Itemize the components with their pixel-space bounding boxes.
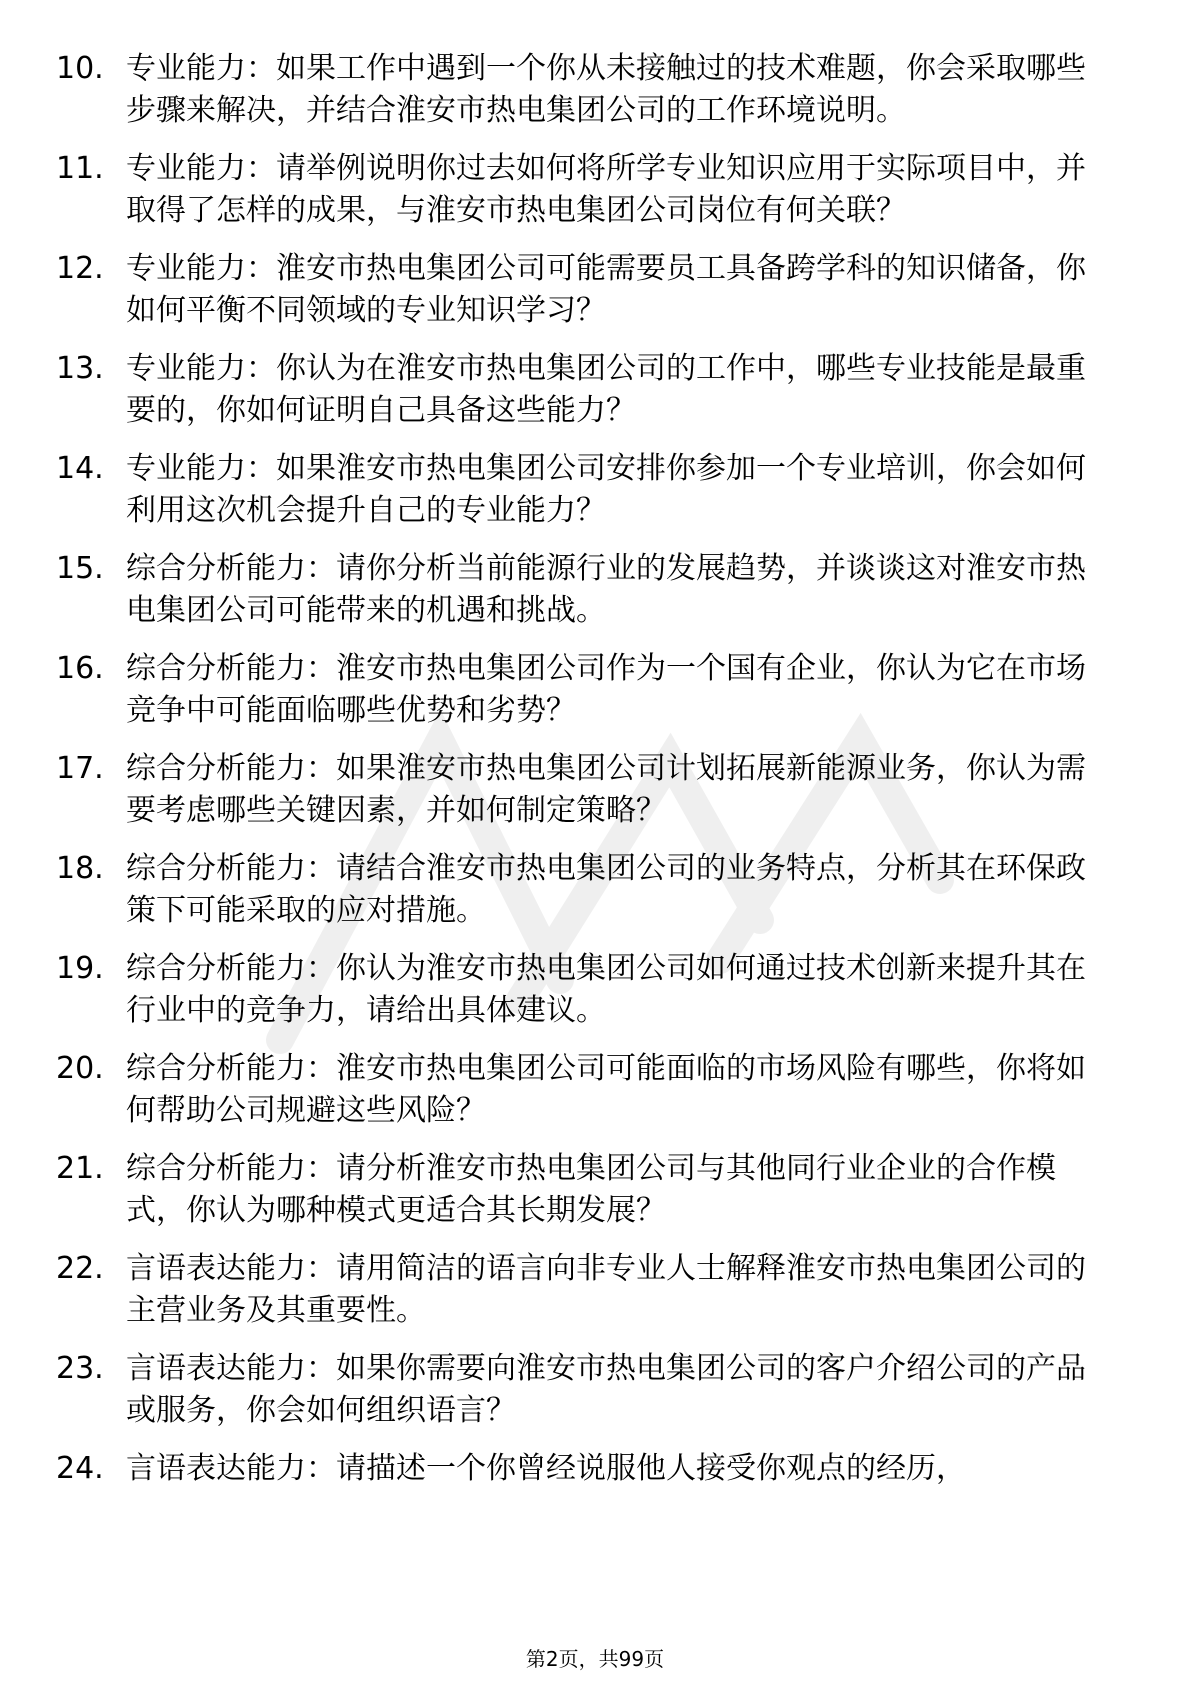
question-number: 12. xyxy=(56,251,104,286)
page-footer xyxy=(0,1646,1190,1672)
question-text: 专业能力：请举例说明你过去如何将所学专业知识应用于实际项目中，并取得了怎样的成果，与淮安市热电集团公司岗位有何关联？ xyxy=(126,151,1086,228)
question-text: 综合分析能力：请分析淮安市热电集团公司与其他同行业企业的合作模式，你认为哪种模式更适合其长期发展？ xyxy=(126,1151,1056,1228)
question-number: 21. xyxy=(56,1151,104,1186)
question-text: 综合分析能力：淮安市热电集团公司可能面临的市场风险有哪些，你将如何帮助公司规避这些风险？ xyxy=(126,1051,1086,1128)
list-item xyxy=(56,1348,1106,1432)
list-item xyxy=(56,348,1106,432)
question-number: 10. xyxy=(56,51,104,86)
question-text: 综合分析能力：你认为淮安市热电集团公司如何通过技术创新来提升其在行业中的竞争力，请给出具体建议。 xyxy=(126,951,1086,1028)
question-text: 综合分析能力：请你分析当前能源行业的发展趋势，并谈谈这对淮安市热电集团公司可能带来的机遇和挑战。 xyxy=(126,551,1086,628)
list-item xyxy=(56,948,1106,1032)
list-item xyxy=(56,448,1106,532)
question-number: 22. xyxy=(56,1251,104,1286)
question-text: 言语表达能力：请描述一个你曾经说服他人接受你观点的经历， xyxy=(126,1451,966,1486)
list-item xyxy=(56,1448,1106,1490)
question-text: 综合分析能力：淮安市热电集团公司作为一个国有企业，你认为它在市场竞争中可能面临哪些优势和劣势？ xyxy=(126,651,1086,728)
list-item xyxy=(56,48,1106,132)
question-text: 言语表达能力：如果你需要向淮安市热电集团公司的客户介绍公司的产品或服务，你会如何组织语言？ xyxy=(126,1351,1086,1428)
question-text: 综合分析能力：如果淮安市热电集团公司计划拓展新能源业务，你认为需要考虑哪些关键因素，并如何制定策略？ xyxy=(126,751,1086,828)
question-number: 15. xyxy=(56,551,104,586)
list-item xyxy=(56,148,1106,232)
question-number: 19. xyxy=(56,951,104,986)
question-text: 专业能力：如果工作中遇到一个你从未接触过的技术难题，你会采取哪些步骤来解决，并结合淮安市热电集团公司的工作环境说明。 xyxy=(126,51,1086,128)
list-item xyxy=(56,748,1106,832)
page-number-label: 第2页，共99页 xyxy=(525,1647,665,1671)
question-number: 20. xyxy=(56,1051,104,1086)
question-number: 14. xyxy=(56,451,104,486)
question-text: 专业能力：你认为在淮安市热电集团公司的工作中，哪些专业技能是最重要的，你如何证明自己具备这些能力？ xyxy=(126,351,1086,428)
question-number: 24. xyxy=(56,1451,104,1486)
question-number: 11. xyxy=(56,151,104,186)
list-item xyxy=(56,248,1106,332)
question-number: 18. xyxy=(56,851,104,886)
question-text: 综合分析能力：请结合淮安市热电集团公司的业务特点，分析其在环保政策下可能采取的应对措施。 xyxy=(126,851,1086,928)
question-list xyxy=(56,48,1106,1506)
list-item xyxy=(56,1148,1106,1232)
list-item xyxy=(56,548,1106,632)
question-number: 13. xyxy=(56,351,104,386)
question-text: 专业能力：如果淮安市热电集团公司安排你参加一个专业培训，你会如何利用这次机会提升自己的专业能力？ xyxy=(126,451,1086,528)
list-item xyxy=(56,1048,1106,1132)
question-text: 言语表达能力：请用简洁的语言向非专业人士解释淮安市热电集团公司的主营业务及其重要性。 xyxy=(126,1251,1086,1328)
list-item xyxy=(56,1248,1106,1332)
question-text: 专业能力：淮安市热电集团公司可能需要员工具备跨学科的知识储备，你如何平衡不同领域的专业知识学习？ xyxy=(126,251,1086,328)
list-item xyxy=(56,648,1106,732)
question-number: 17. xyxy=(56,751,104,786)
question-number: 23. xyxy=(56,1351,104,1386)
question-number: 16. xyxy=(56,651,104,686)
list-item xyxy=(56,848,1106,932)
